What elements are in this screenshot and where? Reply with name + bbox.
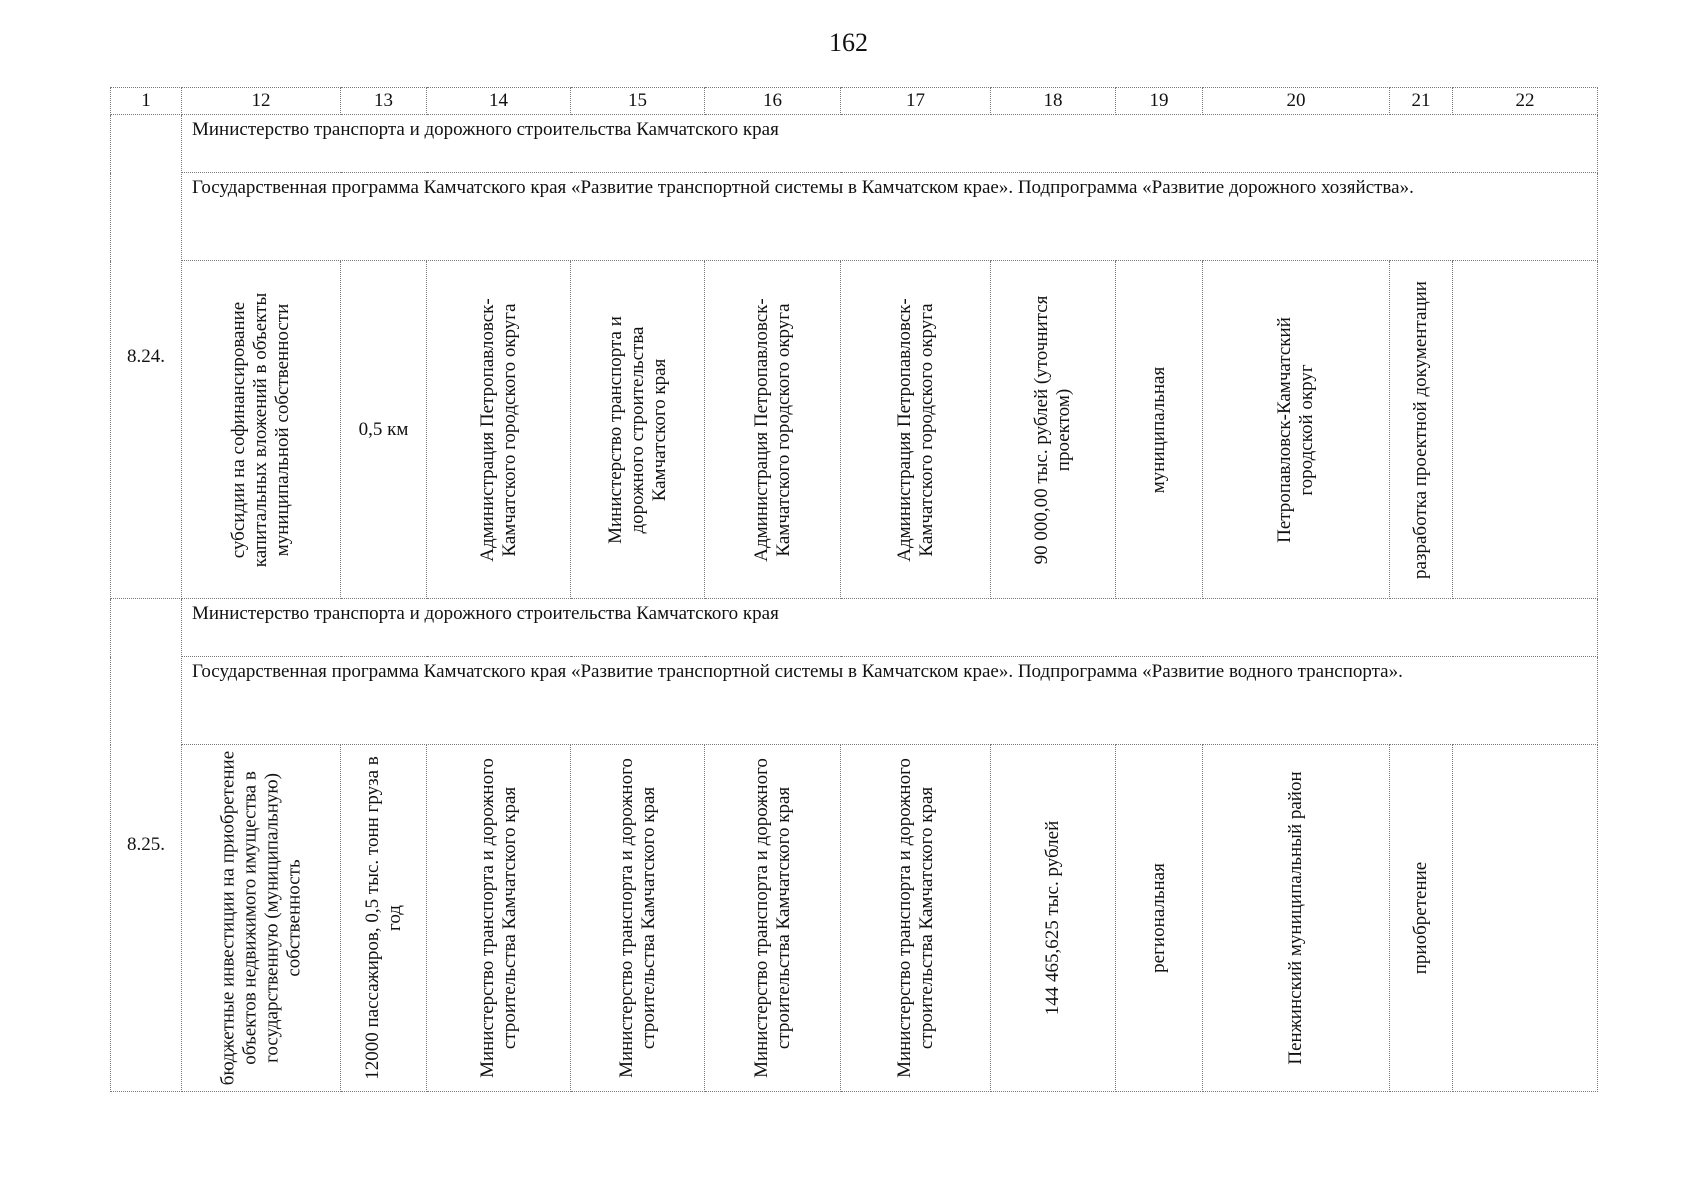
cell-investment-form	[182, 261, 341, 599]
program-row	[111, 173, 1598, 261]
cell-text: муниципальная	[1148, 366, 1170, 493]
row-number: 8.24.	[111, 115, 182, 599]
cell-col-22	[1453, 261, 1598, 599]
cell-col-14	[427, 261, 571, 599]
cell-col-14	[427, 745, 571, 1092]
cell-ownership	[1116, 745, 1203, 1092]
ministry-row	[111, 115, 1598, 173]
cell-col-22	[1453, 745, 1598, 1092]
cell-col-15	[571, 745, 705, 1092]
cell-col-17	[841, 261, 991, 599]
cell-col-17	[841, 745, 991, 1092]
cell-investment-form	[182, 745, 341, 1092]
cell-ownership	[1116, 261, 1203, 599]
cell-purpose	[1390, 745, 1453, 1092]
column-header: 21	[1390, 88, 1453, 115]
column-header: 1	[111, 88, 182, 115]
column-header: 22	[1453, 88, 1598, 115]
ministry-name: Министерство транспорта и дорожного строительства Камчатского края	[182, 115, 1598, 173]
column-header: 18	[991, 88, 1116, 115]
page-number: 162	[829, 28, 868, 57]
cell-text: 90 000,00 тыс. рублей (уточнится проектом)	[1031, 295, 1074, 564]
program-row	[111, 657, 1598, 745]
cell-text: Администрация Петропавловск-Камчатского городского округа	[476, 297, 520, 562]
program-name: Государственная программа Камчатского края «Развитие транспортной системы в Камчатском крае». Подпрограмма «Развитие водного транспорта».	[182, 657, 1598, 745]
cell-col-16	[705, 745, 841, 1092]
cell-text: Петропавловск-Камчатский городской округ	[1274, 316, 1317, 543]
cell-text: 144 465,625 тыс. рублей	[1042, 820, 1064, 1016]
cell-text: Администрация Петропавловск-Камчатского городского округа	[750, 297, 794, 562]
row-number: 8.25.	[111, 599, 182, 1092]
cell-text: региональная	[1148, 863, 1170, 973]
cell-purpose	[1390, 261, 1453, 599]
ministry-row	[111, 599, 1598, 657]
cell-cost	[991, 745, 1116, 1092]
program-name: Государственная программа Камчатского края «Развитие транспортной системы в Камчатском крае». Подпрограмма «Развитие дорожного хозяйства».	[182, 173, 1598, 261]
cell-text: Министерство транспорта и дорожного строительства Камчатского края	[615, 758, 659, 1078]
column-header: 12	[182, 88, 341, 115]
cell-text: 12000 пассажиров, 0,5 тыс. тонн груза в год	[361, 756, 405, 1080]
column-header: 17	[841, 88, 991, 115]
column-header: 16	[705, 88, 841, 115]
cell-capacity	[341, 745, 427, 1092]
investment-table	[110, 87, 1598, 1092]
ministry-name: Министерство транспорта и дорожного строительства Камчатского края	[182, 599, 1598, 657]
table-row	[111, 745, 1598, 1092]
column-header: 19	[1116, 88, 1203, 115]
cell-text: Пенжинский муниципальный район	[1285, 771, 1307, 1065]
cell-text: разработка проектной документации	[1410, 280, 1432, 579]
cell-text: приобретение	[1410, 861, 1432, 975]
column-header-row	[111, 88, 1598, 115]
cell-location	[1203, 261, 1390, 599]
cell-text: Министерство транспорта и дорожного строительства Камчатского края	[604, 315, 670, 544]
cell-col-15	[571, 261, 705, 599]
column-header: 20	[1203, 88, 1390, 115]
cell-col-16	[705, 261, 841, 599]
cell-text: бюджетные инвестиции на приобретение объектов недвижимого имущества в государственную (муниципальную) собственность	[217, 750, 304, 1086]
column-header: 13	[341, 88, 427, 115]
cell-text: субсидии на софинансирование капитальных вложений в объекты муниципальной собственности	[228, 292, 293, 567]
cell-text: Министерство транспорта и дорожного строительства Камчатского края	[750, 758, 794, 1078]
column-header: 14	[427, 88, 571, 115]
cell-text: Администрация Петропавловск-Камчатского городского округа	[893, 297, 937, 562]
cell-text: Министерство транспорта и дорожного строительства Камчатского края	[893, 758, 937, 1078]
cell-cost	[991, 261, 1116, 599]
table-row	[111, 261, 1598, 599]
column-header: 15	[571, 88, 705, 115]
cell-capacity: 0,5 км	[341, 261, 427, 599]
cell-text: Министерство транспорта и дорожного строительства Камчатского края	[476, 758, 520, 1078]
cell-location	[1203, 745, 1390, 1092]
